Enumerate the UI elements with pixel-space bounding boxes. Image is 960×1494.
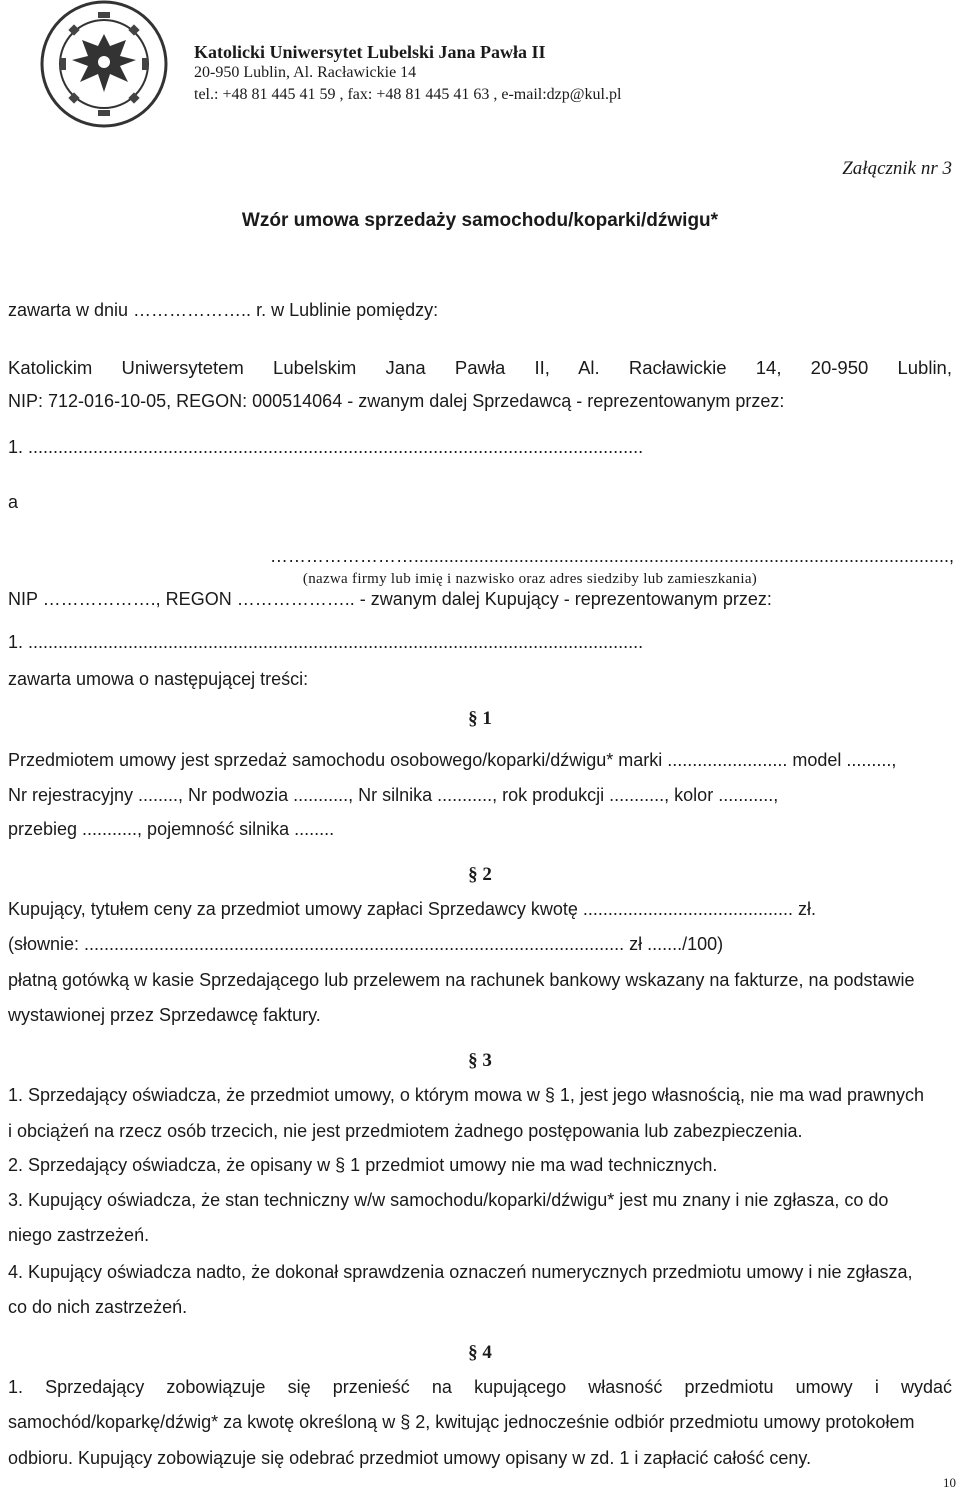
section-1-line-2: Nr rejestracyjny ........, Nr podwozia ..........., Nr silnika ..........., rok produkcji ..........., kolor ..........., xyxy=(8,785,779,805)
section-1-line-1: Przedmiotem umowy jest sprzedaż samochodu osobowego/koparki/dźwigu* marki ........................ model ........., xyxy=(8,750,897,770)
content-intro: zawarta umowa o następującej treści: xyxy=(8,669,309,689)
section-3-line-4: 3. Kupujący oświadcza, że stan techniczny w/w samochodu/koparki/dźwigu* jest mu znany i nie zgłasza, co do xyxy=(8,1190,889,1210)
intro-line-date: zawarta w dniu ……………….. r. w Lublinie pomiędzy: xyxy=(8,300,439,320)
header-contact: tel.: +48 81 445 41 59 , fax: +48 81 445 41 63 , e-mail:dzp@kul.pl xyxy=(194,86,622,103)
buyer-name-dots: ……………………..........................................................................................................., xyxy=(269,546,954,566)
buyer-hint: (nazwa firmy lub imię i nazwisko oraz adres siedziby lub zamieszkania) xyxy=(302,571,758,587)
seller-representative: 1. ........................................................................................................................... xyxy=(8,437,644,457)
section-2-line-3: płatną gotówką w kasie Sprzedającego lub przelewem na rachunek bankowy wskazany na fakturze, na podstawie xyxy=(8,970,915,990)
buyer-nip-regon: NIP ………………., REGON ……………….. - zwanym dalej Kupujący - reprezentowanym przez: xyxy=(8,589,772,609)
section-4-heading: § 4 xyxy=(468,1342,492,1363)
section-3-line-2: i obciążeń na rzecz osób trzecich, nie jest przedmiotem żadnego postępowania lub zabezpieczenia. xyxy=(8,1121,803,1141)
attachment-label: Załącznik nr 3 xyxy=(842,158,952,179)
section-3-heading: § 3 xyxy=(468,1050,492,1071)
eagle-seal-icon xyxy=(40,0,168,128)
section-1-heading: § 1 xyxy=(468,708,492,729)
and-label: a xyxy=(8,492,19,512)
section-3-line-1: 1. Sprzedający oświadcza, że przedmiot umowy, o którym mowa w § 1, jest jego własnością, nie ma wad prawnych xyxy=(8,1085,925,1105)
section-3-line-7: co do nich zastrzeżeń. xyxy=(8,1297,188,1317)
header-address: 20-950 Lublin, Al. Racławickie 14 xyxy=(194,64,417,81)
section-3-line-3: 2. Sprzedający oświadcza, że opisany w § 1 przedmiot umowy nie ma wad technicznych. xyxy=(8,1155,718,1175)
section-3-line-6: 4. Kupujący oświadcza nadto, że dokonał sprawdzenia oznaczeń numerycznych przedmiotu umowy i nie zgłasza, xyxy=(8,1262,913,1282)
page-number: 10 xyxy=(943,1475,956,1490)
section-2-line-2: (słownie: ............................................................................................................ zł ......./100) xyxy=(8,934,724,954)
buyer-representative: 1. ........................................................................................................................... xyxy=(8,632,644,652)
section-3-line-5: niego zastrzeżeń. xyxy=(8,1225,150,1245)
section-2-line-4: wystawionej przez Sprzedawcę faktury. xyxy=(8,1005,321,1025)
section-2-heading: § 2 xyxy=(468,864,492,885)
section-4-line-3: odbioru. Kupujący zobowiązuje się odebrać przedmiot umowy opisany w zd. 1 i zapłacić całość ceny. xyxy=(8,1448,812,1468)
section-2-line-1: Kupujący, tytułem ceny za przedmiot umowy zapłaci Sprzedawcy kwotę .......................................... zł. xyxy=(8,899,816,919)
seller-line-1: Katolickim Uniwersytetem Lubelskim Jana Pawła II, Al. Racławickie 14, 20-950 Lublin, xyxy=(8,357,952,378)
document-title: Wzór umowa sprzedaży samochodu/koparki/dźwigu* xyxy=(241,210,719,231)
section-4-line-1: 1. Sprzedający zobowiązuje się przenieść na kupującego własność przedmiotu umowy i wydać xyxy=(8,1377,952,1397)
header-university: Katolicki Uniwersytet Lubelski Jana Pawła II xyxy=(194,42,546,62)
seller-line-2: NIP: 712-016-10-05, REGON: 000514064 - zwanym dalej Sprzedawcą - reprezentowanym przez: xyxy=(8,391,785,411)
university-seal xyxy=(40,0,168,128)
section-4-line-2: samochód/koparkę/dźwig* za kwotę określoną w § 2, kwitując jednocześnie odbiór przedmiotu umowy protokołem xyxy=(8,1412,915,1432)
section-1-line-3: przebieg ..........., pojemność silnika ........ xyxy=(8,819,335,839)
